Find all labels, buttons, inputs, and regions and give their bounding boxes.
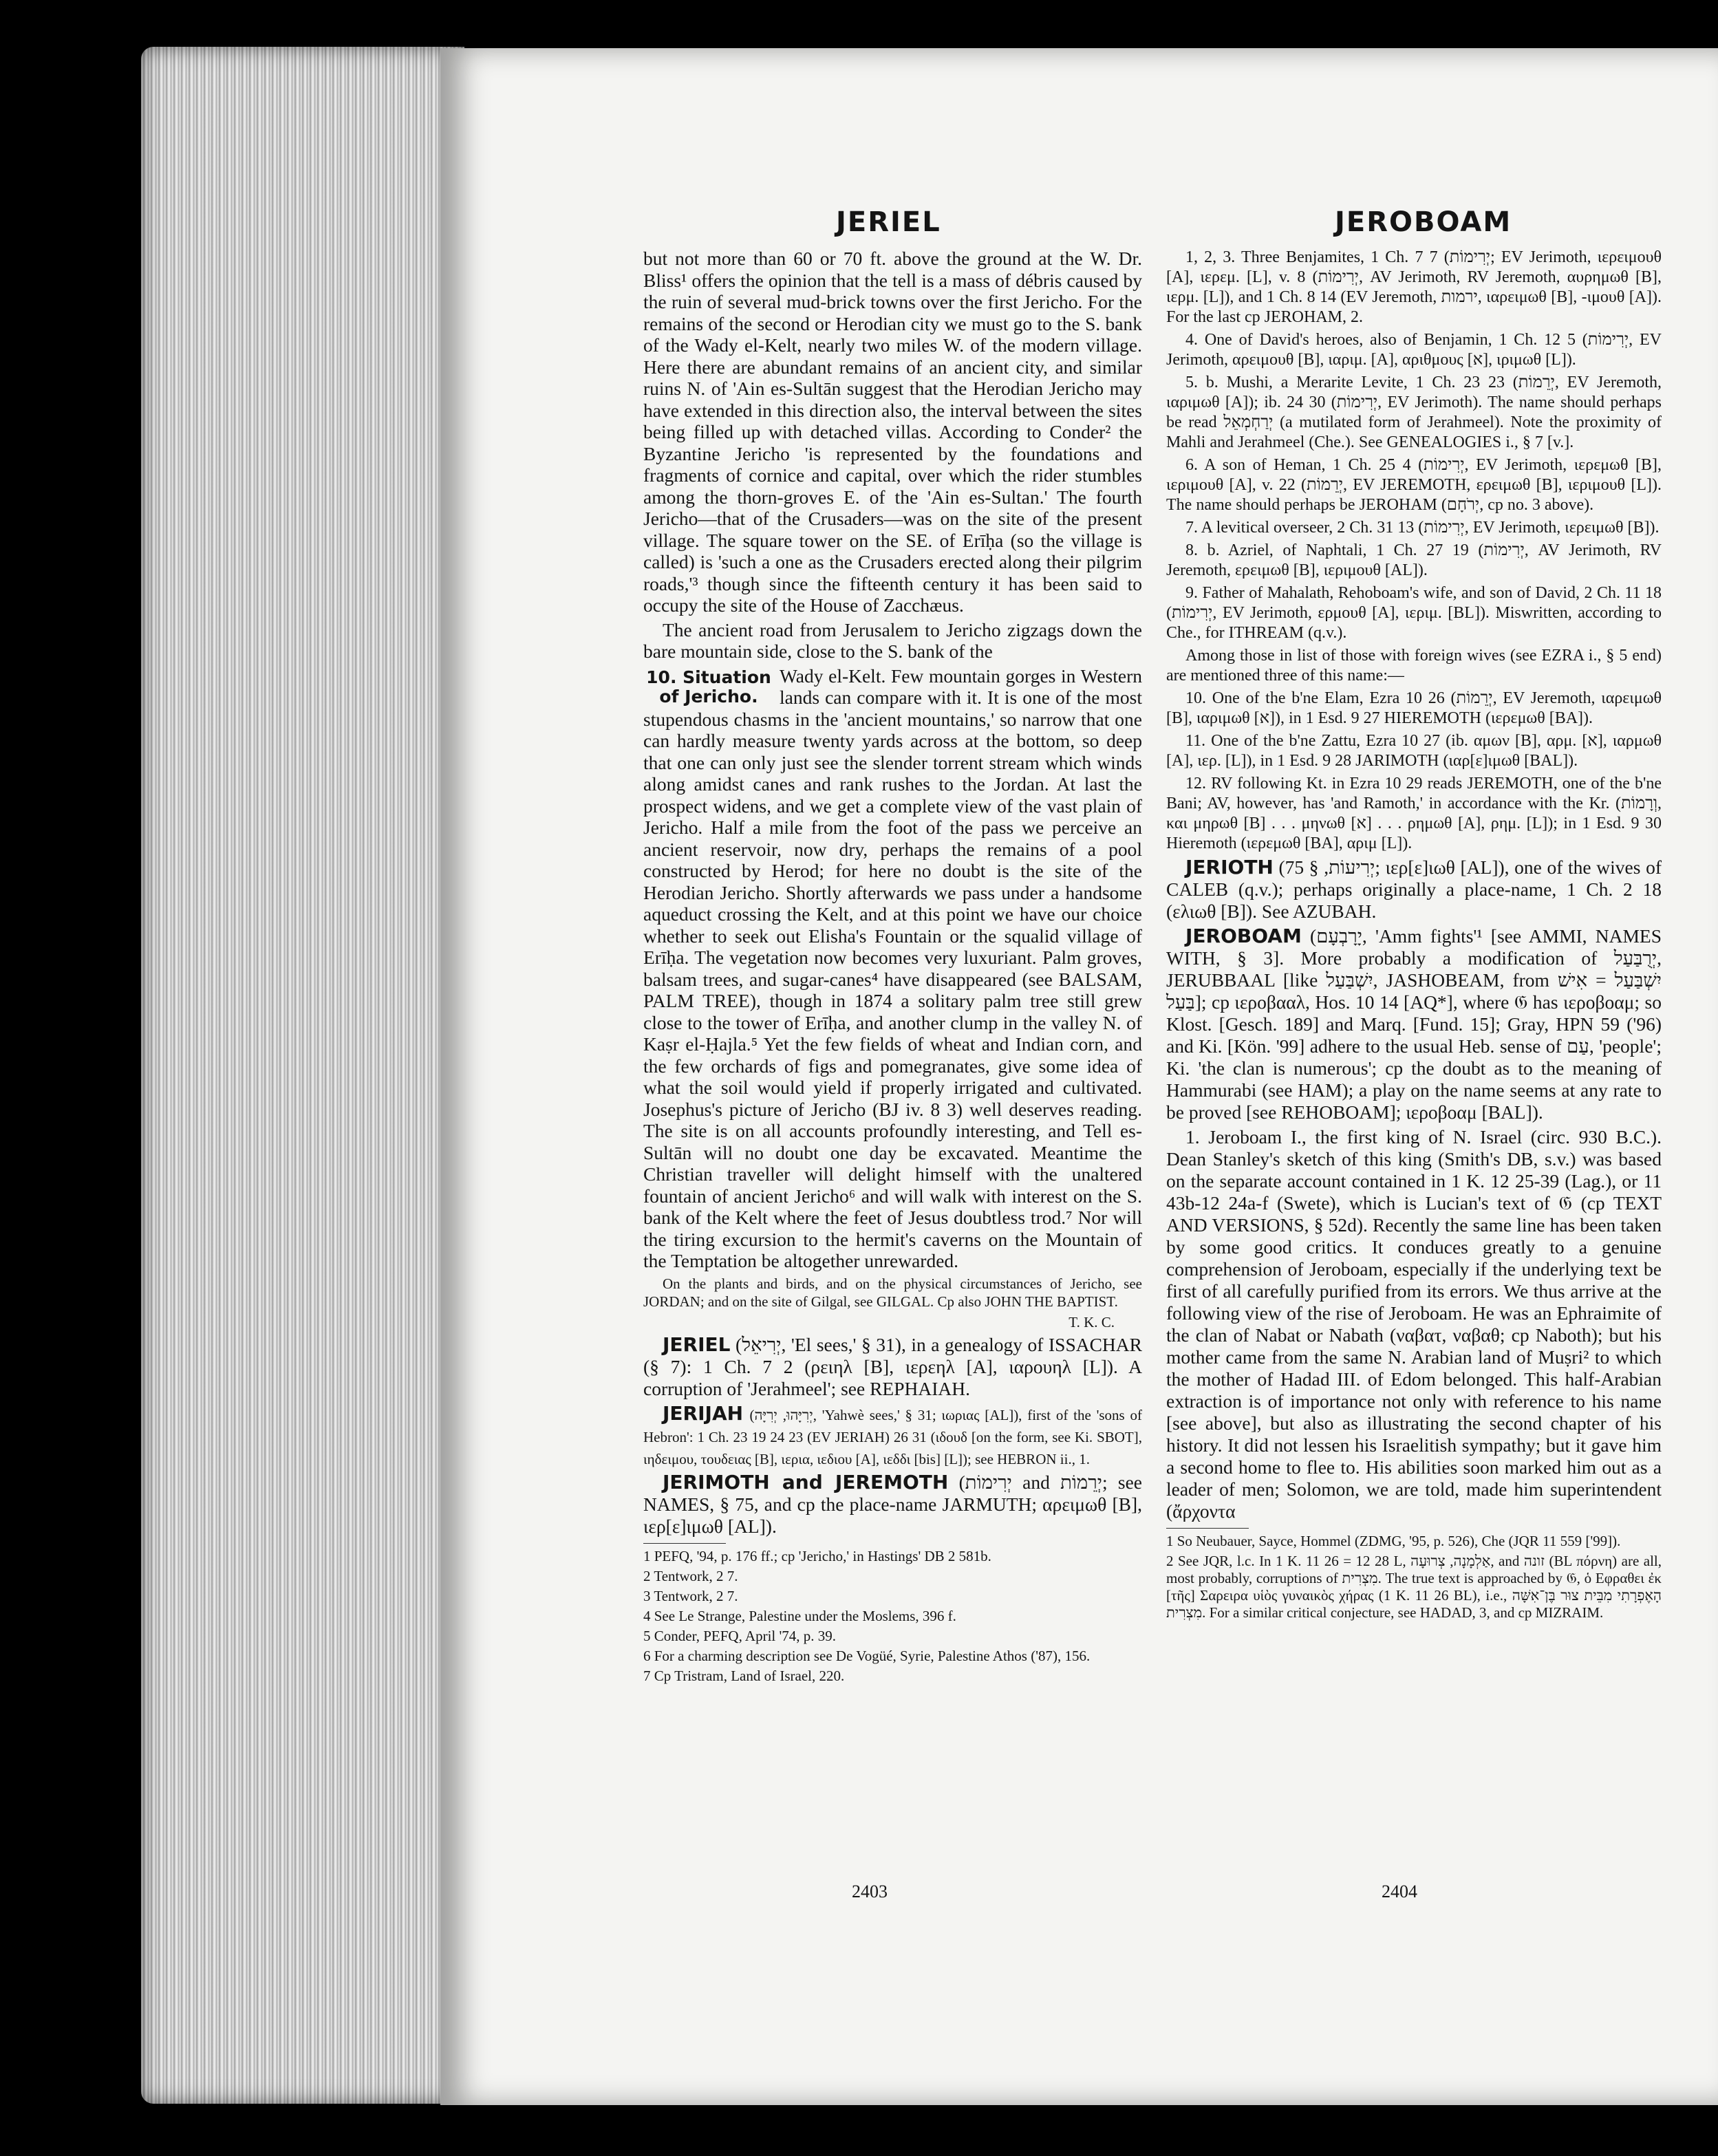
footnote-rule (643, 1543, 726, 1544)
list-item: 11. One of the b'ne Zattu, Ezra 10 27 (ib. αμων [B], αρμ. [א], ιαρμωθ [A], ιερ. [L]), in 1 Esd. 9 28 JARIMOTH (ιαρ[ε]ιμωθ [BAL]). (1166, 732, 1662, 770)
entry-jerijah (643, 1403, 1142, 1469)
entry-title-jerijah: JERIJAH (663, 1401, 744, 1425)
page-number-right: 2404 (1382, 1882, 1417, 1901)
entry-title-jeriel: JERIEL (663, 1333, 731, 1356)
book-fore-edge (141, 47, 464, 2104)
list-item: 12. RV following Kt. in Ezra 10 29 reads JEREMOTH, one of the b'ne Bani; AV, however, has 'and Ramoth,' in accordance with the Kr. (וְרָמוֹת, και μηρωθ [B] . . . μηνωθ [א] . . . ρημωθ [A], ρημ. [L]); in 1 Esd. 9 30 Hieremoth (ιερεμωθ [BA], αριμ [L]). (1166, 775, 1662, 852)
footnote: 2 See JQR, l.c. In 1 K. 11 26 = 12 28 L, אַלְמָנָה, צְרוּעָה, and זונה (BL πόρνη) are all, most probably, corruptions of מִצְרִית. The true text is approached by 𝔊, ὁ Εφραθει ἐκ [τῆς] Σαρειρα υἱὸς γυναικὸς χήρας (1 K. 11 26 BL), i.e., הָאֶפְרָתִי מִבֵּית צוּר בֶּן־אִשָּׁה מִצְרִית. For a similar critical conjecture, see HADAD, 3, and cp MIZRAIM. (1166, 1553, 1662, 1621)
paragraph-herodian-jericho: but not more than 60 or 70 ft. above the ground at the W. Dr. Bliss¹ offers the opinion that the tell is a mass of débris caused by the ruin of several mud-brick towns over the first Jericho. For the remains of the second or Herodian city we must go to the S. bank of the Wady el-Kelt, nearly two miles W. of the modern village. Here there are abundant remains of an ancient city, and similar ruins N. of 'Ain es-Sultān suggest that the Herodian Jericho may have extended in this direction also, the interval between the sites being filled up with detached villas. According to Conder² the Byzantine Jericho 'is represented by the foundations and fragments of cornice and capital, over which the rider stumbles among the thorn-groves E. of the 'Ain es-Sultan.' The fourth Jericho—that of the Crusaders—was on the site of the present village. The square tower on the SE. of Erīḥa (so the village is called) is 'such a one as the Crusaders erected along their pilgrim roads,'³ though since the fifteenth century it has been said to occupy the site of the House of Zacchæus. (643, 248, 1142, 616)
list-item: 1, 2, 3. Three Benjamites, 1 Ch. 7 7 (יְרִימוֹת; EV Jerimoth, ιερειμουθ [A], ιερεμ. [L], v. 8 (יְרִימוֹת, AV Jerimoth, RV Jeremoth, αυρημωθ [B], ιερμ. [L]), and 1 Ch. 8 14 (EV Jeremoth, ירמות, ιαρειμωθ [B], -ιμουθ [A]). For the last cp JEROHAM, 2. (1166, 248, 1662, 326)
footnote: 1 So Neubauer, Sayce, Hommel (ZDMG, '95, p. 526), Che (JQR 11 559 ['99]). (1166, 1533, 1621, 1549)
footnote-rule (1166, 1528, 1249, 1529)
list-item: 5. b. Mushi, a Merarite Levite, 1 Ch. 23 23 (יְרֵמוֹת, EV Jeremoth, ιαριμωθ [A]); ib. 24 30 (יְרִימוֹת, EV Jerimoth). The name should perhaps be read יְרַחְמְאֵל (a mutilated form of Jerahmeel). Note the proximity of Mahli and Jerahmeel (Che.). See GENEALOGIES i., § 7 [v.]. (1166, 374, 1662, 451)
entry-jeroboam (1166, 925, 1662, 1123)
footnote: 5 Conder, PEFQ, April '74, p. 39. (643, 1627, 837, 1644)
entry-text-jerimoth: (יְרִימוֹת and יְרֵמוֹת; see NAMES, § 75, and cp the place-name JARMUTH; αρειμωθ [B], ιερ[ε]ιμωθ [AL]). (643, 1471, 1142, 1537)
entry-text-jeriel: (יְרִיאֵל, 'El sees,' § 31), in a genealogy of ISSACHAR (§ 7): 1 Ch. 7 2 (ρειηλ [B], ιερεηλ [A], ιαρουηλ [L]). A corruption of 'Jerahmeel'; see REPHAIAH. (643, 1333, 1142, 1399)
running-head-left: JERIEL (836, 206, 941, 238)
entry-title-jeroboam: JEROBOAM (1185, 925, 1302, 947)
list-item: 9. Father of Mahalath, Rehoboam's wife, and son of David, 2 Ch. 11 18 (יְרִימוֹת, EV Jerimoth, ερμουθ [A], ιεριμ. [BL]). Miswritten, according to Che., for ITHREAM (q.v.). (1166, 584, 1662, 642)
entry-text-jeroboam: (יָרָבְעָם, 'Amm fights'¹ [see AMMI, NAMES WITH, § 3]. More probably a modification of יְרֻבַּעַל, JERUBBAAL [like יִשְׁבַּעַל, JASHOBEAM, from יִשְׁבַּעַל = אִישׁ בַּעַל]; cp ιεροβααλ, Hos. 10 14 [AQ*], where 𝔊 has ιεροβοαμ; so Klost. [Gesch. 189] and Marq. [Fund. 15]; Gray, HPN 59 ('96) and Ki. [Kön. '99] adhere to the usual Heb. sense of עַם, 'people'; Ki. 'the clan is numerous'; cp the doubt as to the meaning of Hammurabi (see HAM); a play on the name seems at any rate to be proved [see REHOBOAM]; ιεροβοαμ [BAL]). (1166, 925, 1662, 1123)
entry-text-jerijah: (יְרִיָּהוּ, יְרִיָּה, 'Yahwè sees,' § 31; ιωριας [AL]), first of the 'sons of Hebron': 1 Ch. 23 19 24 23 (EV JERIAH) 26 31 (ιδουδ [on the form, see Ki. SBOT], ιηδειμου, τουδειας [B], ιερια, ιεδιου [A], ιεδδι [bis] [L]); see HEBRON ii., 1. (643, 1406, 1143, 1467)
list-item: 6. A son of Heman, 1 Ch. 25 4 (יְרִימוֹת, EV Jerimoth, ιερεμωθ [B], ιεριμουθ [A], v. 22 (יְרֵמוֹת, EV JEREMOTH, ερειμωθ [B], ιεριμουθ [L]). The name should perhaps be JEROHAM (יְרֹחָם, cp no. 3 above). (1166, 456, 1662, 514)
paragraph-jeroboam-one: 1. Jeroboam I., the first king of N. Israel (circ. 930 B.C.). Dean Stanley's sketch of this king (Smith's DB, s.v.) was based on the separate account contained in 1 K. 12 25-39 (Lag.), or 11 43b-12 24a-f (Swete), which is Lucian's text of 𝔊 (cp TEXT AND VERSIONS, § 52d). Recently the same line has been taken by some good critics. It conduces greatly to a genuine comprehension of Jeroboam, especially if the underlying text be first of all carefully purified from its errors. We thus arrive at the following view of the rise of Jeroboam. He was an Ephraimite of the clan of Nabat or Nabath (ναβατ, ναβαθ; cp Naboth); but his mother came from the same N. Arabian land of Muṣri² to which the mother of Hadad III. of Edom belonged. This half-Arabian extraction is of importance not only with reference to his name [see above], but also as illustrating the second chapter of his history. It did not lessen his Israelitish sympathy; but it gave him a second home to flee to. His abilities soon marked him out as a leader of men; Solomon, we are told, made him superintendent (ἄρχοντα (1166, 1126, 1662, 1522)
paragraph-ancient-road: The ancient road from Jerusalem to Jericho zigzags down the bare mountain side, close to the S. bank of the (643, 618, 1142, 662)
footnote: 1 PEFQ, '94, p. 176 ff.; cp 'Jericho,' in Hastings' DB 2 581b. (643, 1547, 991, 1564)
list-item: 10. One of the b'ne Elam, Ezra 10 26 (יְרֵמוֹת, EV Jeremoth, ιαρειμωθ [B], ιαριμωθ [א]), in 1 Esd. 9 27 HIEREMOTH (ιερεμωθ [BA]). (1166, 689, 1662, 727)
entry-jeriel (643, 1334, 1142, 1400)
paragraph-see-also: On the plants and birds, and on the physical circumstances of Jericho, see JORDAN; and on the site of Gilgal, see GILGAL. Cp also JOHN THE BAPTIST. (643, 1275, 1142, 1310)
footnote: 2 Tentwork, 2 7. (643, 1567, 738, 1584)
entry-title-jerioth: JERIOTH (1185, 856, 1274, 878)
footnote: 4 See Le Strange, Palestine under the Moslems, 396 f. (643, 1607, 956, 1624)
footnote: 3 Tentwork, 2 7. (643, 1587, 738, 1604)
list-item: Among those in list of those with foreign wives (see EZRA i., § 5 end) are mentioned three of this name:— (1166, 647, 1662, 684)
list-item: 4. One of David's heroes, also of Benjamin, 1 Ch. 12 5 (יְרִימוֹת, EV Jerimoth, αρειμουθ [B], ιαριμ. [A], αριθμους [א], ιριμωθ [L]). (1166, 331, 1662, 369)
list-item: 8. b. Azriel, of Naphtali, 1 Ch. 27 19 (יְרִימוֹת, AV Jerimoth, RV Jeremoth, ερειμωθ [B], ιεριμουθ [AL]). (1166, 541, 1662, 579)
list-item: 7. A levitical overseer, 2 Ch. 31 13 (יְרִימוֹת, EV Jerimoth, ιερειμωθ [B]). (1185, 519, 1660, 537)
author-initials: T. K. C. (1069, 1313, 1115, 1330)
footnote: 7 Cp Tristram, Land of Israel, 220. (643, 1667, 845, 1684)
entry-jerioth (1166, 856, 1662, 923)
entry-title-jerimoth: JERIMOTH and JEREMOTH (663, 1470, 949, 1494)
footnote: 6 For a charming description see De Vogüé, Syrie, Palestine Athos ('87), 156. (643, 1647, 1091, 1664)
right-column (1166, 248, 1662, 1624)
entry-jerimoth (643, 1472, 1142, 1538)
entry-text-jerioth: (יְרִיעוֹת, § 75; ιερ[ε]ιωθ [AL]), one of the wives of CALEB (q.v.); perhaps originally a place-name, 1 Ch. 2 18 (ελιωθ [B]). See AZUBAH. (1166, 856, 1662, 922)
left-column (643, 248, 1142, 1688)
running-head-right: JEROBOAM (1335, 206, 1512, 238)
paragraph-situation: Wady el-Kelt. Few mountain gorges in Western lands can compare with it. It is one of the most stupendous chasms in the 'ancient mountains,' so narrow that one can hardly measure twenty yards across at the bottom, so deep that one can only just see the slender torrent stream which winds along amidst canes and rank rushes to the Jordan. At last the prospect widens, and we get a complete view of the vast plain of Jericho. Half a mile from the foot of the pass we perceive an ancient reservoir, now dry, perhaps the remains of a pool constructed by Herod; for here no doubt is the site of the Herodian Jericho. Shortly afterwards we pass under a handsome aqueduct crossing the Kelt, and at this point we have our choice whether to seek out Elisha's Fountain or the squalid village of Erīḥa. The vegetation now becomes very luxuriant. Palm groves, balsam trees, and sugar-canes⁴ have disappeared (see BALSAM, PALM TREE), though in 1874 a solitary palm tree still grew close to the tower of Erīḥa, and another clump in the valley N. of Kaṣr el-Ḥajla.⁵ Yet the few fields of wheat and Indian corn, and the few orchards of figs and pomegranates, give some idea of what the soil would yield if properly irrigated and cultivated. Josephus's picture of Jericho (BJ iv. 8 3) well deserves reading. The site is on all accounts profoundly interesting, and Tell es-Sultān will no doubt one day be excavated. Meantime the Christian traveller will delight himself with the unaltered fountain of ancient Jericho⁶ and will walk with interest on the S. bank of the Kelt where the feet of Jesus doubtless trod.⁷ Nor will the tiring excursion to the hermit's caverns on the Mountain of the Temptation be altogether unrewarded. (643, 665, 1142, 1271)
side-heading: 10. Situation of Jericho. (646, 667, 771, 707)
page-number-left: 2403 (852, 1882, 888, 1901)
